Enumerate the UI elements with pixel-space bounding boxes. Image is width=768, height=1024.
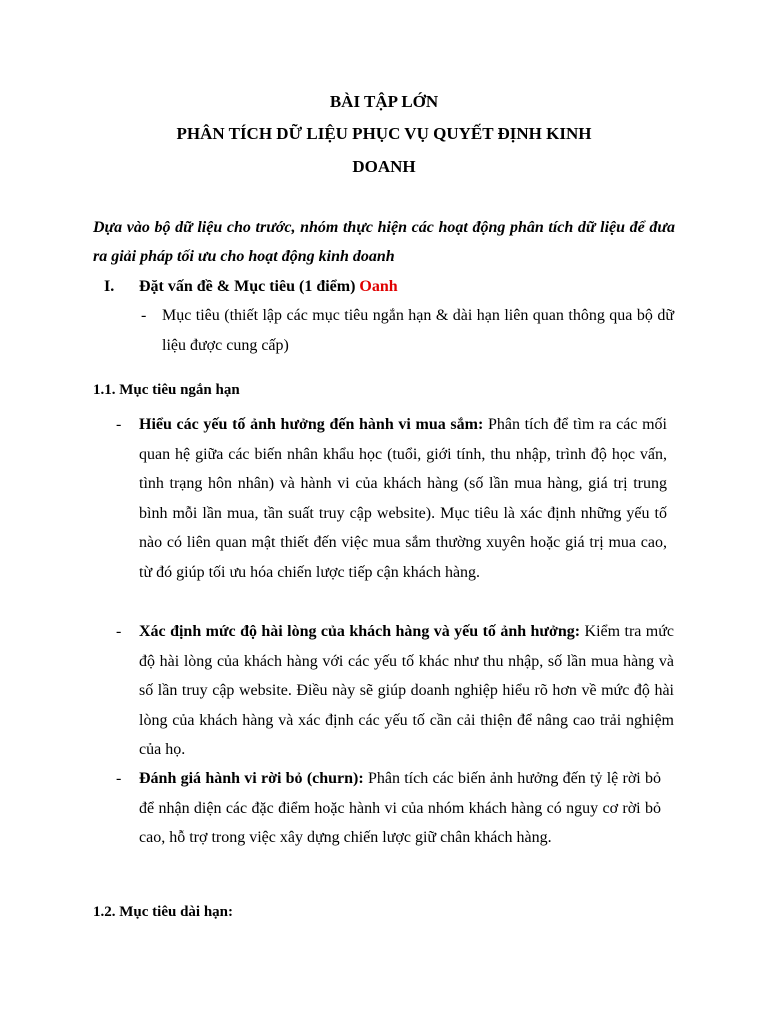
section-bullet-goal: Mục tiêu (thiết lập các mục tiêu ngắn hạn & dài hạn liên quan thông qua bộ dữ liệu được cung cấp) — [162, 307, 674, 354]
bullet-dash: - — [116, 416, 122, 433]
title-line-3: DOANH — [352, 157, 416, 176]
item-2-label: Xác định mức độ hài lòng của khách hàng và yếu tố ảnh hưởng: — [139, 623, 581, 640]
section-assignee: Oanh — [359, 278, 398, 295]
item-2-text: Kiểm tra mức độ hài lòng của khách hàng với các yếu tố khác như thu nhập, số lần mua hàng và số lần truy cập website. Điều này sẽ giúp doanh nghiệp hiểu rõ hơn về mức độ hài lòng của khách hàng và xác định các yếu tố cần cải thiện để nâng cao trải nghiệm của họ. — [139, 623, 675, 758]
item-1-text: Phân tích để tìm ra các mối quan hệ giữa các biến nhân khẩu học (tuổi, giới tính, thu nhập, trình độ học vấn, tình trạng hôn nhân) và hành vi của khách hàng (số lần mua hàng, giá trị trung bình mỗi lần mua, tần suất truy cập website). Mục tiêu là xác định những yếu tố nào có liên quan mật thiết đến việc mua sắm thường xuyên hoặc giá trị mua cao, từ đó giúp tối ưu hóa chiến lược tiếp cận khách hàng. — [139, 416, 667, 581]
item-3-text: Phân tích các biến ảnh hưởng đến tỷ lệ rời bỏ để nhận diện các đặc điểm hoặc hành vi của nhóm khách hàng có nguy cơ rời bỏ cao, hỗ trợ trong việc xây dựng chiến lược giữ chân khách hàng. — [139, 770, 662, 846]
item-3-label: Đánh giá hành vi rời bỏ (churn): — [139, 770, 364, 787]
section-heading-text: Đặt vấn đề & Mục tiêu (1 điểm) — [139, 278, 356, 295]
title-line-2: PHÂN TÍCH DỮ LIỆU PHỤC VỤ QUYẾT ĐỊNH KINH — [176, 124, 592, 143]
short-term-item-1 — [139, 410, 667, 587]
intro-paragraph: Dựa vào bộ dữ liệu cho trước, nhóm thực hiện các hoạt động phân tích dữ liệu để đưa ra giải pháp tối ưu cho hoạt động kinh doanh — [93, 219, 675, 265]
short-term-item-3 — [139, 764, 661, 853]
section-number: I. — [104, 278, 115, 295]
bullet-dash: - — [141, 307, 147, 324]
subheading-long-term: 1.2. Mục tiêu dài hạn: — [93, 904, 234, 920]
item-1-label: Hiểu các yếu tố ảnh hưởng đến hành vi mua sắm: — [139, 416, 484, 433]
section-heading — [139, 272, 398, 301]
bullet-dash: - — [116, 770, 122, 787]
bullet-dash: - — [116, 623, 122, 640]
title-line-1: BÀI TẬP LỚN — [329, 92, 439, 111]
short-term-item-2 — [139, 617, 674, 765]
subheading-short-term: 1.1. Mục tiêu ngắn hạn — [93, 382, 240, 398]
